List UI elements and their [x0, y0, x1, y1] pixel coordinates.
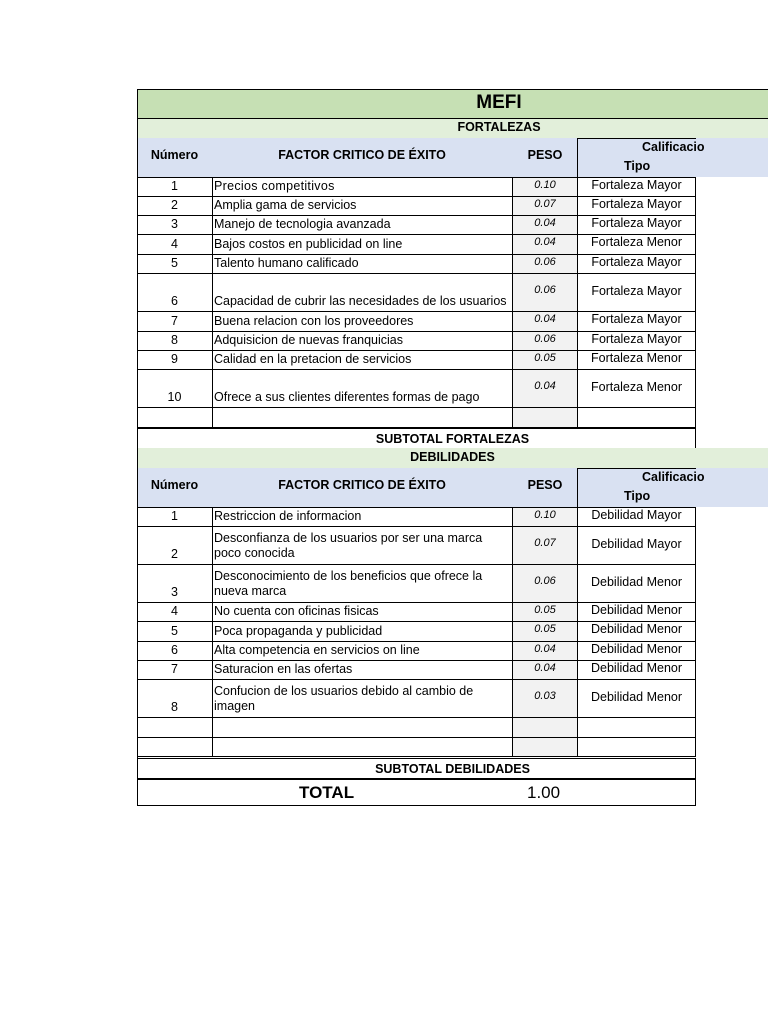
- grid-line: [577, 468, 696, 469]
- grid-line: [137, 805, 696, 806]
- fortalezas-header-calificacion: Calificacio: [642, 140, 705, 154]
- grid-line: [577, 468, 578, 507]
- row-factor: Buena relacion con los proveedores: [214, 314, 414, 328]
- grid-line: [212, 273, 213, 311]
- grid-line: [577, 717, 578, 737]
- debilidades-header-tipo: Tipo: [624, 489, 651, 503]
- grid-line: [695, 641, 696, 660]
- row-peso: 0.05: [534, 623, 556, 635]
- grid-line: [137, 273, 696, 274]
- row-peso: 0.05: [534, 352, 556, 364]
- row-number: 5: [171, 624, 178, 638]
- grid-line: [212, 526, 213, 564]
- row-peso: 0.10: [534, 179, 556, 191]
- row-peso: 0.10: [534, 509, 556, 521]
- row-number: 8: [171, 700, 178, 714]
- row-number: 7: [171, 314, 178, 328]
- row-number: 2: [171, 547, 178, 561]
- grid-line: [695, 350, 696, 369]
- grid-line: [212, 679, 213, 717]
- row-tipo: Fortaleza Mayor: [591, 178, 682, 192]
- grid-line: [695, 526, 696, 564]
- grid-line: [512, 717, 513, 737]
- debilidades-header-numero: Número: [150, 478, 199, 492]
- row-number: 4: [171, 604, 178, 618]
- fortalezas-header-numero: Número: [150, 148, 199, 162]
- grid-line: [137, 756, 696, 757]
- grid-line: [212, 660, 213, 679]
- row-tipo: Debilidad Menor: [590, 622, 683, 636]
- grid-line: [695, 564, 696, 602]
- grid-line: [137, 427, 696, 428]
- grid-line: [137, 369, 696, 370]
- grid-line: [695, 369, 696, 407]
- row-tipo: Debilidad Menor: [590, 575, 683, 589]
- grid-line: [137, 679, 696, 680]
- row-tipo: Debilidad Menor: [590, 603, 683, 617]
- row-number: 10: [167, 390, 182, 404]
- grid-line: [212, 215, 213, 234]
- row-number: 9: [171, 352, 178, 366]
- grid-line: [212, 621, 213, 641]
- grid-line: [512, 737, 513, 756]
- grid-line: [212, 507, 213, 526]
- grid-line: [695, 407, 696, 427]
- subtotal-debilidades-label: SUBTOTAL DEBILIDADES: [375, 762, 530, 776]
- row-tipo: Debilidad Mayor: [591, 508, 682, 522]
- grid-line: [212, 564, 213, 602]
- row-tipo: Fortaleza Mayor: [591, 197, 682, 211]
- row-peso: 0.04: [534, 236, 556, 248]
- row-factor: Confucion de los usuarios debido al cambio de imagen: [214, 684, 474, 713]
- fortalezas-label: FORTALEZAS: [457, 120, 541, 134]
- grid-line: [695, 660, 696, 679]
- grid-line: [137, 407, 696, 408]
- grid-line: [695, 428, 696, 448]
- fortalezas-header-peso: PESO: [527, 148, 563, 162]
- row-tipo: Debilidad Menor: [590, 642, 683, 656]
- grid-line: [695, 507, 696, 526]
- grid-line: [695, 737, 696, 756]
- row-peso: 0.04: [534, 380, 556, 392]
- row-factor: Amplia gama de servicios: [214, 198, 357, 212]
- row-factor: Capacidad de cubrir las necesidades de los usuarios: [214, 294, 507, 308]
- grid-line: [137, 118, 768, 119]
- row-peso: 0.06: [534, 575, 556, 587]
- grid-line: [577, 737, 578, 756]
- row-peso: 0.04: [534, 217, 556, 229]
- row-factor: Poca propaganda y publicidad: [214, 624, 383, 638]
- row-tipo: Fortaleza Mayor: [591, 255, 682, 269]
- grid-line: [695, 311, 696, 331]
- row-peso: 0.07: [534, 537, 556, 549]
- grid-line: [137, 526, 696, 527]
- grid-line: [212, 737, 213, 756]
- fortalezas-header-factor: FACTOR CRITICO DE ÉXITO: [278, 148, 446, 162]
- row-tipo: Fortaleza Mayor: [591, 284, 682, 298]
- grid-line: [137, 564, 696, 565]
- row-factor: Restriccion de informacion: [214, 509, 362, 523]
- row-factor: Desconfianza de los usuarios por ser una marca poco conocida: [214, 531, 483, 560]
- row-peso: 0.04: [534, 662, 556, 674]
- grid-line: [212, 196, 213, 215]
- row-number: 5: [171, 256, 178, 270]
- grid-line: [695, 758, 696, 806]
- fortalezas-header-tipo: Tipo: [624, 159, 651, 173]
- row-peso: 0.03: [534, 690, 556, 702]
- debilidades-header-factor: FACTOR CRITICO DE ÉXITO: [278, 478, 446, 492]
- row-tipo: Fortaleza Menor: [590, 351, 682, 365]
- row-tipo: Fortaleza Mayor: [591, 332, 682, 346]
- grid-line: [577, 138, 578, 177]
- debilidades-label: DEBILIDADES: [410, 450, 495, 464]
- grid-line: [212, 369, 213, 407]
- grid-line: [695, 177, 696, 196]
- row-factor: Precios competitivos: [214, 179, 335, 193]
- row-factor: Calidad en la pretacion de servicios: [214, 352, 412, 366]
- row-factor: Saturacion en las ofertas: [214, 662, 353, 676]
- grid-line: [577, 138, 696, 139]
- debilidades-header-calificacion: Calificacio: [642, 470, 705, 484]
- row-number: 1: [171, 509, 178, 523]
- row-tipo: Fortaleza Menor: [590, 380, 682, 394]
- grid-line: [212, 254, 213, 273]
- row-peso: 0.06: [534, 333, 556, 345]
- row-factor: Bajos costos en publicidad on line: [214, 237, 403, 251]
- grid-line: [212, 177, 213, 196]
- grid-line: [137, 778, 696, 780]
- row-number: 3: [171, 585, 178, 599]
- grid-line: [212, 350, 213, 369]
- grid-line: [212, 234, 213, 254]
- grid-line: [137, 717, 696, 718]
- row-number: 6: [171, 294, 178, 308]
- grid-line: [695, 621, 696, 641]
- row-factor: Ofrece a sus clientes diferentes formas de pago: [214, 390, 480, 404]
- row-factor: Adquisicion de nuevas franquicias: [214, 333, 404, 347]
- row-factor: Talento humano calificado: [214, 256, 359, 270]
- grid-line: [695, 331, 696, 350]
- peso-cell-bg: [513, 718, 577, 737]
- subtotal-fortalezas-label: SUBTOTAL FORTALEZAS: [375, 432, 530, 446]
- row-tipo: Fortaleza Menor: [590, 235, 682, 249]
- grid-line: [137, 428, 696, 429]
- grid-line: [695, 273, 696, 311]
- grid-line: [137, 758, 696, 759]
- row-number: 8: [171, 333, 178, 347]
- grid-line: [212, 602, 213, 621]
- row-number: 6: [171, 643, 178, 657]
- row-tipo: Debilidad Mayor: [591, 537, 682, 551]
- sheet-title: MEFI: [476, 92, 522, 113]
- grid-line: [137, 737, 696, 738]
- row-peso: 0.04: [534, 643, 556, 655]
- grid-line: [695, 717, 696, 737]
- peso-cell-bg: [513, 738, 577, 756]
- grid-line: [512, 407, 513, 427]
- row-number: 2: [171, 198, 178, 212]
- row-number: 3: [171, 217, 178, 231]
- row-tipo: Debilidad Menor: [590, 661, 683, 675]
- grid-line: [212, 331, 213, 350]
- grid-line: [212, 717, 213, 737]
- mefi-sheet: [137, 89, 768, 806]
- grid-line: [695, 196, 696, 215]
- total-value: 1.00: [527, 783, 561, 802]
- grid-line: [695, 679, 696, 717]
- row-number: 4: [171, 237, 178, 251]
- row-tipo: Fortaleza Mayor: [591, 312, 682, 326]
- row-factor: Manejo de tecnologia avanzada: [214, 217, 391, 231]
- row-tipo: Debilidad Menor: [590, 690, 683, 704]
- grid-line: [137, 89, 768, 90]
- grid-line: [695, 254, 696, 273]
- grid-line: [212, 641, 213, 660]
- grid-line: [695, 234, 696, 254]
- total-label: TOTAL: [299, 783, 355, 802]
- grid-line: [577, 407, 578, 427]
- row-peso: 0.04: [534, 313, 556, 325]
- row-factor: Alta competencia en servicios on line: [214, 643, 420, 657]
- grid-line: [695, 215, 696, 234]
- row-number: 1: [171, 179, 178, 193]
- peso-cell-bg: [513, 408, 577, 427]
- grid-line: [695, 602, 696, 621]
- row-peso: 0.06: [534, 256, 556, 268]
- row-peso: 0.07: [534, 198, 556, 210]
- row-number: 7: [171, 662, 178, 676]
- debilidades-header-peso: PESO: [527, 478, 563, 492]
- row-factor: Desconocimiento de los beneficios que ofrece la nueva marca: [214, 569, 483, 598]
- row-tipo: Fortaleza Mayor: [591, 216, 682, 230]
- grid-line: [212, 311, 213, 331]
- row-peso: 0.05: [534, 604, 556, 616]
- grid-line: [212, 407, 213, 427]
- row-factor: No cuenta con oficinas fisicas: [214, 604, 379, 618]
- row-peso: 0.06: [534, 284, 556, 296]
